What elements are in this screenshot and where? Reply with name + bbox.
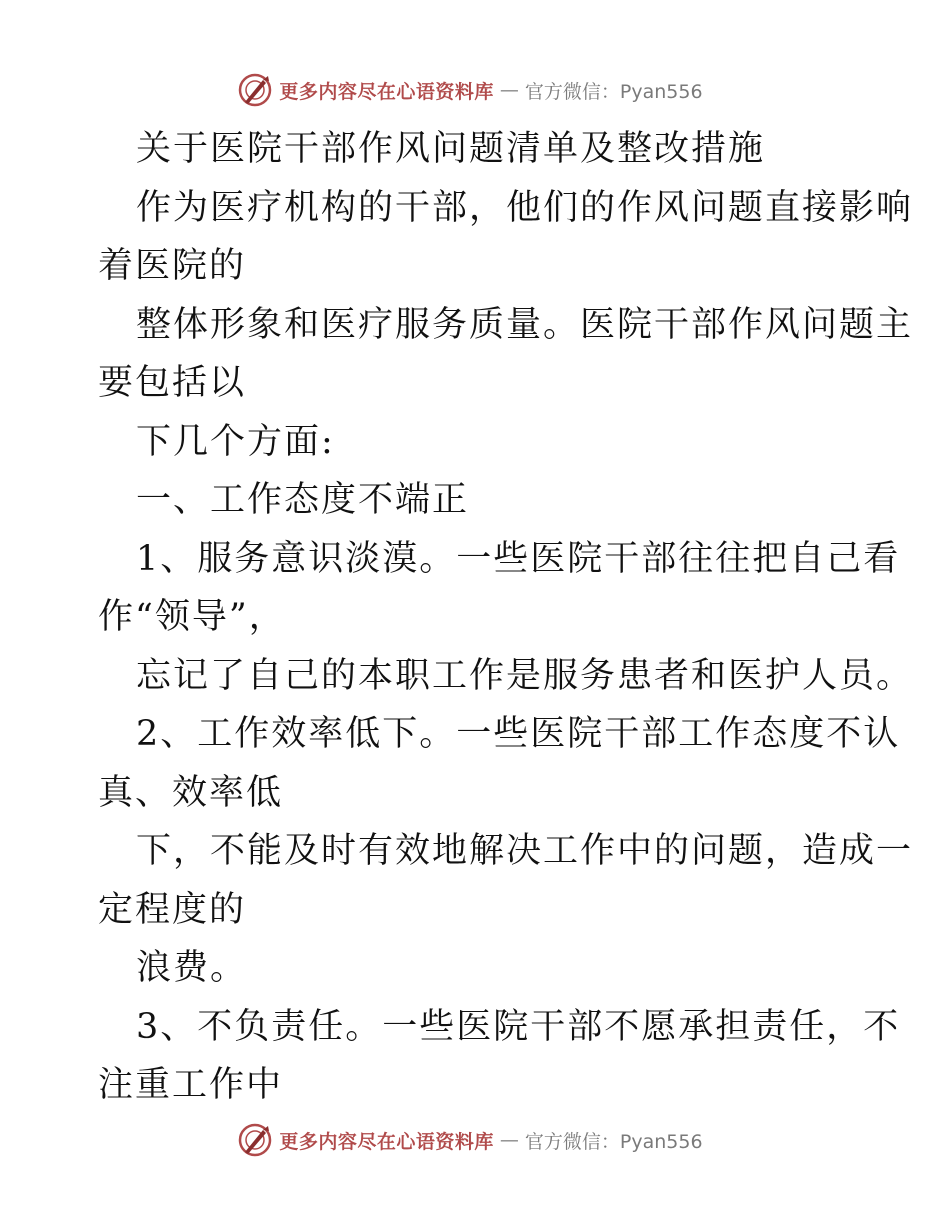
document-line: 3、不负责任。一些医院干部不愿承担责任，不	[136, 1006, 901, 1047]
header-banner-content	[237, 72, 702, 108]
document-line: 下，不能及时有效地解决工作中的问题，造成一	[136, 831, 914, 871]
footer-separator: —	[499, 1129, 519, 1151]
quill-seal-icon	[237, 1122, 273, 1158]
header-separator: —	[499, 79, 519, 101]
document-line: 作“领导”，	[98, 597, 286, 637]
quill-seal-icon	[237, 72, 273, 108]
header-wechat-text: 官方微信：Pyan556	[524, 80, 703, 103]
document-line: 要包括以	[98, 363, 247, 403]
header-banner	[0, 70, 950, 110]
document-line: 浪费。	[136, 948, 248, 988]
document-line: 作为医疗机构的干部，他们的作风问题直接影响	[136, 187, 914, 228]
document-line: 定程度的	[98, 889, 247, 930]
document-line: 2、工作效率低下。一些医院干部工作态度不认	[136, 714, 901, 754]
footer-banner	[0, 1120, 950, 1160]
footer-banner-content	[237, 1122, 702, 1158]
document-line: 一、工作态度不端正	[136, 480, 470, 520]
document-line: 注重工作中	[98, 1065, 284, 1105]
footer-brand-text: 更多内容尽在心语资料库	[279, 1130, 494, 1153]
document-line: 忘记了自己的本职工作是服务患者和医护人员。	[136, 655, 914, 696]
document-line: 真、效率低	[98, 772, 284, 813]
footer-wechat-text: 官方微信：Pyan556	[524, 1130, 703, 1153]
document-line: 1、服务意识淡漠。一些医院干部往往把自己看	[136, 538, 901, 579]
document-line: 着医院的	[98, 246, 247, 286]
document-line: 下几个方面:	[136, 421, 335, 462]
header-brand-text: 更多内容尽在心语资料库	[279, 80, 494, 103]
document-line: 整体形象和医疗服务质量。医院干部作风问题主	[136, 304, 914, 345]
document-body	[98, 120, 914, 1115]
document-line: 关于医院干部作风问题清单及整改措施	[136, 129, 766, 169]
